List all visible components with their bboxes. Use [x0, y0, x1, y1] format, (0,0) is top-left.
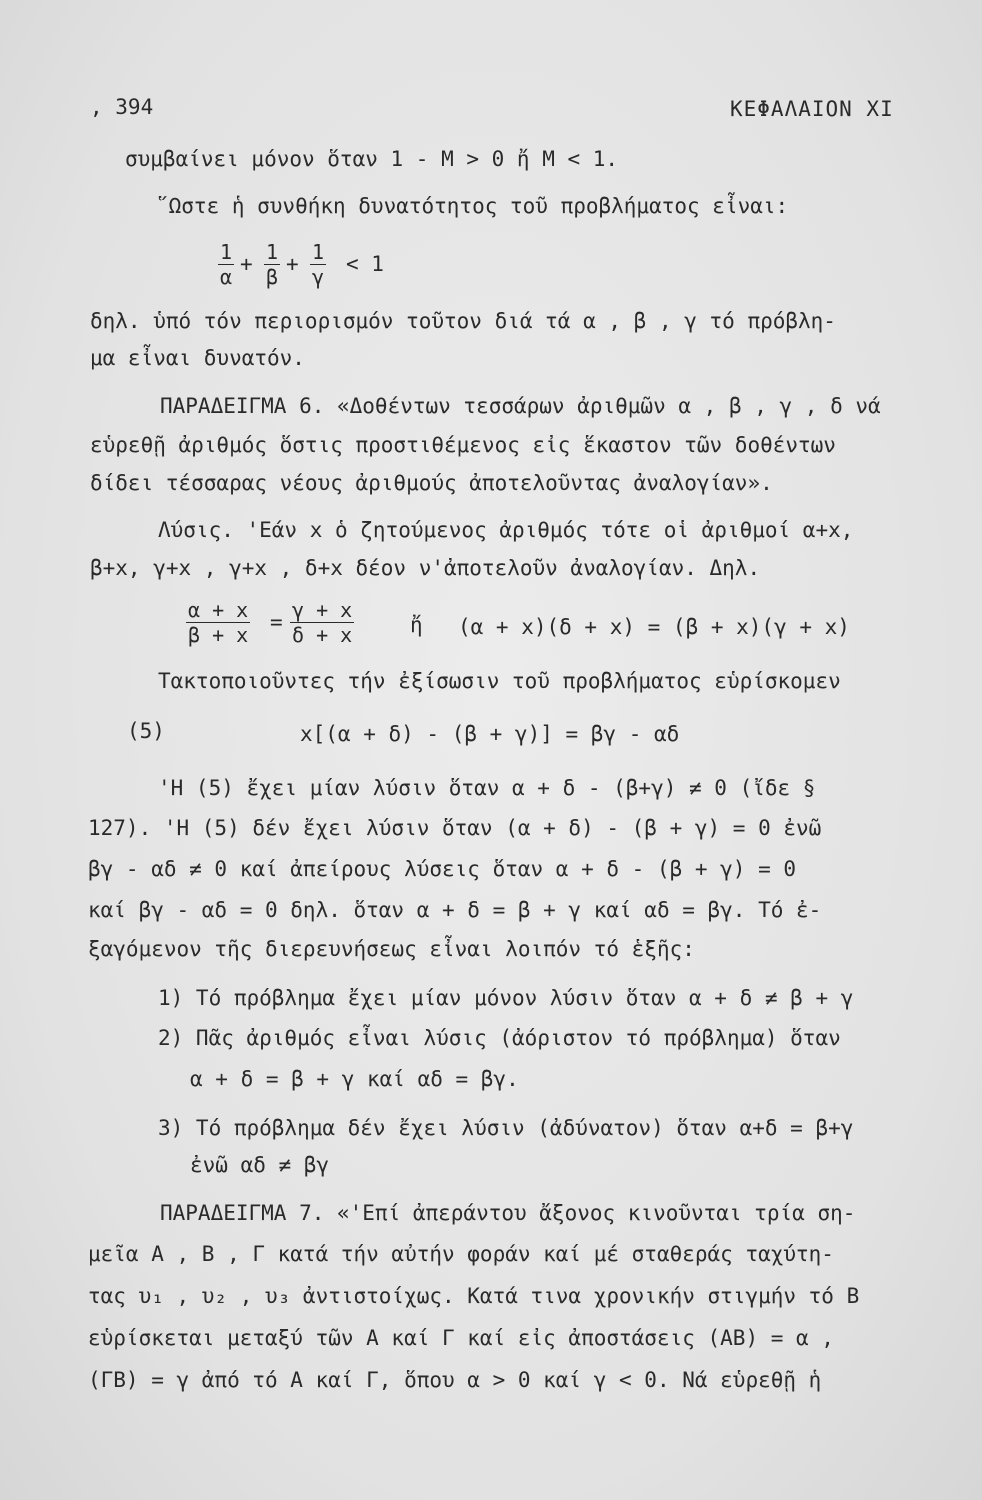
case-2: 2) Πᾶς ἀριθμός εἶναι λύσις (ἀόριστον τό πρόβλημα) ὅταν [158, 1026, 841, 1050]
example-7-heading: ΠΑΡΑΔΕΙΓΜΑ 7. «'Επί ἀπεράντου ἄξονος κινοῦνται τρία ση- [160, 1201, 856, 1225]
text-line-2: ῞Ωστε ἡ συνθήκη δυνατότητος τοῦ προβλήματος εἶναι: [156, 194, 789, 218]
fraction-1-over-alpha: $\frac{1}{\alpha}$ [220, 240, 233, 289]
equation-body: x[(α + δ) - (β + γ)] = βγ - αδ [300, 722, 680, 746]
text-line-12: 127). 'Η (5) δέν ἔχει λύσιν ὅταν (α + δ) - (β + γ) = 0 ἐνῶ [88, 816, 822, 840]
text-line-7: δίδει τέσσαρας νέους ἀριθμούς ἀποτελοῦντας ἀναλογίαν». [90, 471, 773, 495]
or-word: ἤ [410, 613, 423, 637]
product-equation: (α + x)(δ + x) = (β + x)(γ + x) [458, 615, 850, 639]
case-1: 1) Τό πρόβλημα ἔχει μίαν μόνον λύσιν ὅταν α + δ ≠ β + γ [158, 986, 854, 1010]
text-line-10: Τακτοποιοῦντες τήν ἐξίσωσιν τοῦ προβλήματος εὑρίσκομεν [158, 669, 841, 693]
text-line-3: δηλ. ὑπό τόν περιορισμόν τοῦτον διά τά α , β , γ τό πρόβλη- [90, 309, 836, 333]
fraction-1-over-gamma: $\frac{1}{\gamma}$ [312, 240, 325, 289]
text-line-25: (ΓΒ) = γ ἀπό τό Α καί Γ, ὅπου α > 0 καί γ < 0. Νά εὑρεθῇ ἡ [88, 1368, 822, 1392]
case-3-condition: ἐνῶ αδ ≠ βγ [190, 1153, 330, 1177]
plus-sign: + [286, 252, 299, 276]
text-line-14: καί βγ - αδ = 0 δηλ. ὅταν α + δ = β + γ καί αδ = βγ. Τό ἐ- [88, 898, 822, 922]
equals-sign: = [270, 610, 283, 634]
text-line-23: τας υ₁ , υ₂ , υ₃ ἀντιστοίχως. Κατά τινα χρονικήν στιγμήν τό Β [88, 1284, 860, 1308]
text-line-13: βγ - αδ ≠ 0 καί ἀπείρους λύσεις ὅταν α + δ - (β + γ) = 0 [88, 857, 797, 881]
text-line-9: β+x, γ+x , γ+x , δ+x δέον ν'ἀποτελοῦν ἀναλογίαν. Δηλ. [90, 556, 761, 580]
equation-label: (5) [127, 719, 165, 743]
inequality: < 1 [346, 252, 384, 276]
text-line-4: μα εἶναι δυνατόν. [90, 346, 305, 370]
case-2-condition: α + δ = β + γ καί αδ = βγ. [190, 1067, 519, 1091]
example-6-heading: ΠΑΡΑΔΕΙΓΜΑ 6. «Δοθέντων τεσσάρων ἀριθμῶν α , β , γ , δ νά [160, 394, 881, 418]
fraction-1-over-beta: $\frac{1}{\beta}$ [266, 240, 279, 289]
solution-line: Λύσις. 'Εάν x ὁ ζητούμενος ἀριθμός τότε οἱ ἀριθμοί α+x, [158, 518, 854, 542]
chapter-heading: ΚΕΦΑΛΑΙΟΝ XI [730, 97, 894, 121]
text-line-6: εὑρεθῇ ἀριθμός ὅστις προστιθέμενος εἰς ἕκαστον τῶν δοθέντων [90, 433, 836, 457]
page-number: , 394 [90, 95, 154, 119]
text-line-1: συμβαίνει μόνον ὅταν 1 - M > 0 ἤ M < 1. [125, 147, 619, 171]
plus-sign: + [240, 252, 253, 276]
fraction-rhs: $\frac{\gamma + x}{\delta + x}$ [292, 598, 353, 647]
text-line-11: 'Η (5) ἔχει μίαν λύσιν ὅταν α + δ - (β+γ) ≠ 0 (ἴδε § [158, 776, 816, 800]
text-line-15: ξαγόμενον τῆς διερευνήσεως εἶναι λοιπόν τό ἑξῆς: [88, 937, 695, 961]
text-line-22: μεῖα Α , Β , Γ κατά τήν αὐτήν φοράν καί μέ σταθεράς ταχύτη- [88, 1242, 834, 1266]
text-line-24: εὑρίσκεται μεταξύ τῶν Α καί Γ καί εἰς ἀποστάσεις (ΑΒ) = α , [88, 1326, 834, 1350]
case-3: 3) Τό πρόβλημα δέν ἔχει λύσιν (ἀδύνατον) ὅταν α+δ = β+γ [158, 1116, 854, 1140]
fraction-lhs: $\frac{\alpha + x}{\beta + x}$ [188, 598, 249, 647]
